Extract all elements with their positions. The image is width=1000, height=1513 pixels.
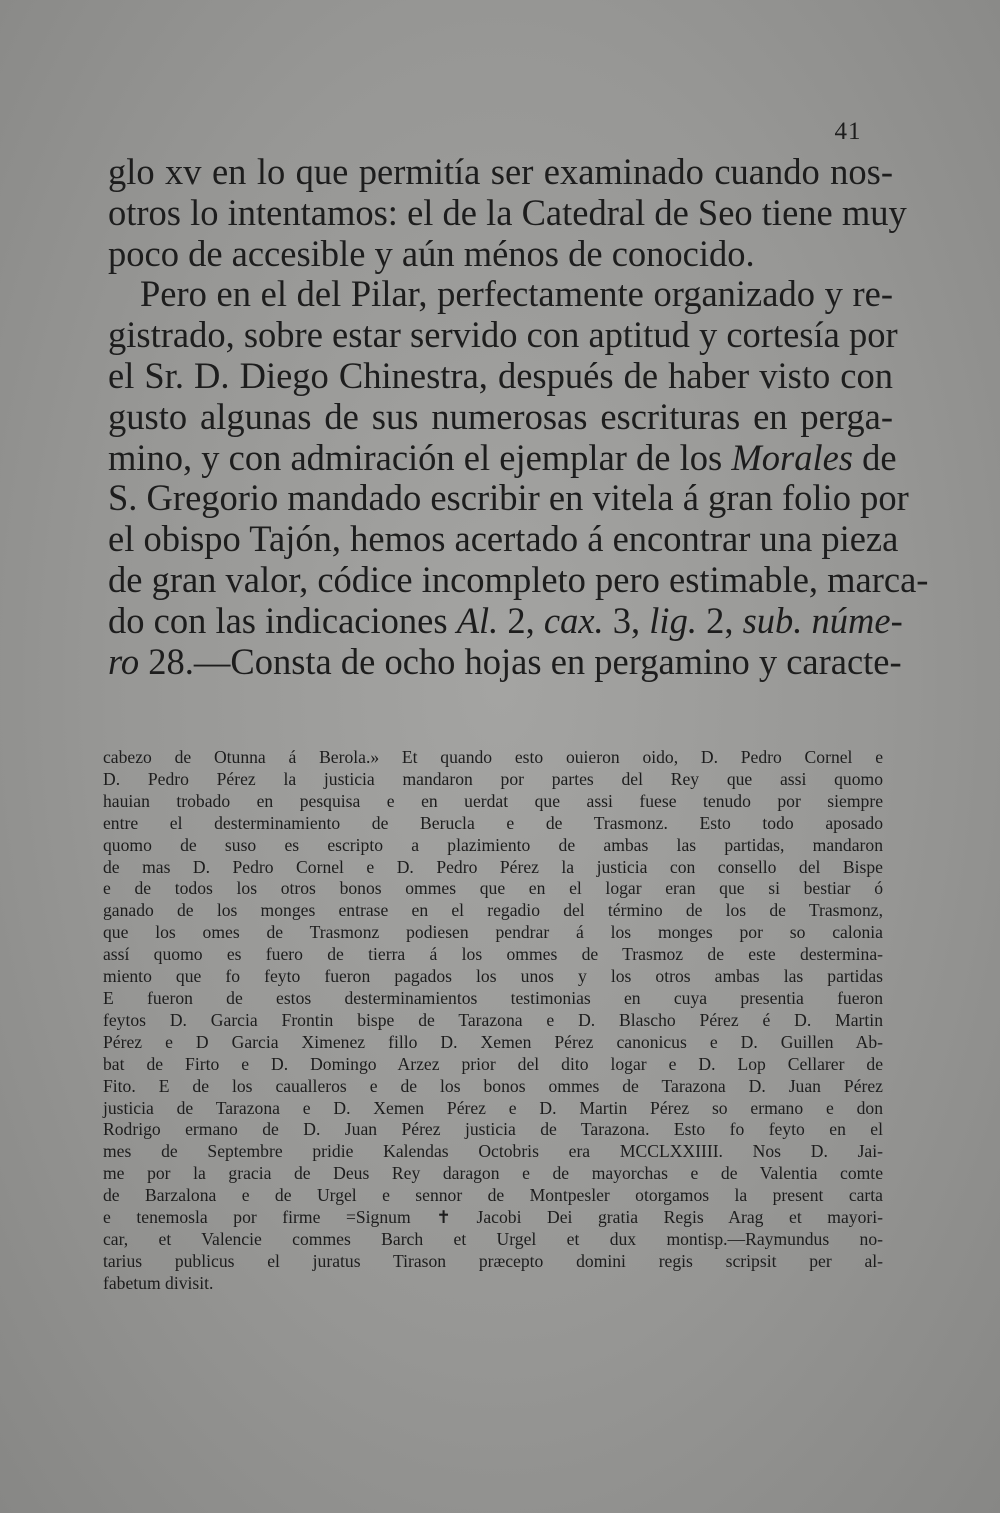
footnote-line: hauian trobado en pesquisa e en uerdat que assi fuese tenudo por siempre (103, 790, 883, 811)
italic-abbrev: cax. (543, 599, 604, 641)
main-text-segment: 3, (603, 599, 650, 641)
main-text-line: S. Gregorio mandado escribir en vitela á gran folio por (108, 477, 909, 519)
footnote-line: de mas D. Pedro Cornel e D. Pedro Pérez la justicia con consello del Bispe (103, 856, 883, 877)
main-text-line: gistrado, sobre estar servido con aptitud y cortesía por (108, 314, 898, 356)
page-number: 41 (834, 118, 862, 145)
main-text-segment: 2, (696, 599, 743, 641)
main-text-line: poco de accesible y aún ménos de conocido. (108, 232, 755, 274)
footnote-line: e de todos los otros bonos ommes que en el logar eran que si bestiar ó (103, 878, 883, 899)
footnote-line: justicia de Tarazona e D. Xemen Pérez e D. Martin Pérez so ermano e don (103, 1097, 883, 1118)
italic-abbrev: sub. núme- (742, 599, 903, 641)
italic-abbrev: ro (108, 640, 140, 682)
footnote-line: miento que fo feyto fueron pagados los unos y los otros ambas las partidas (103, 966, 883, 987)
footnote-line: fabetum divisit. (103, 1272, 214, 1293)
footnote-line: e tenemosla por firme =Signum ✝ Jacobi Dei gratia Regis Arag et mayori- (103, 1207, 883, 1228)
main-text-line: Pero en el del Pilar, perfectamente organizado y re- (140, 273, 893, 315)
main-text-segment: do con las indicaciones (108, 599, 457, 641)
footnote-line: D. Pedro Pérez la justicia mandaron por partes del Rey que assi quomo (103, 768, 883, 789)
main-text-segment: mino, y con admiración el ejemplar de los (108, 436, 732, 478)
footnote-line: cabezo de Otunna á Berola.» Et quando esto ouieron oido, D. Pedro Cornel e (103, 747, 883, 767)
main-text-line: el obispo Tajón, hemos acertado á encontrar una pieza (108, 518, 899, 560)
italic-abbrev: lig. (649, 599, 697, 641)
main-text-line: gusto algunas de sus numerosas escrituras en perga- (108, 395, 893, 437)
footnote-line: quomo de suso es escripto a plazimiento de ambas las partidas, mandaron (103, 834, 883, 855)
main-text-line (108, 599, 903, 642)
footnote-line: que los omes de Trasmonz podiesen pendrar á los monges por so calonia (103, 922, 883, 943)
footnote-line: entre el desterminamiento de Berucla e de Trasmonz. Esto todo aposado (103, 812, 883, 833)
footnote-line: me por la gracia de Deus Rey daragon e de mayorchas e de Valentia comte (103, 1163, 883, 1184)
main-text-block (108, 151, 929, 682)
footnote-line: Pérez e D Garcia Ximenez fillo D. Xemen Pérez canonicus e D. Guillen Ab- (103, 1031, 883, 1052)
italic-abbrev: Al. (456, 599, 499, 641)
main-text-line (108, 436, 897, 479)
main-text-line: de gran valor, códice incompleto pero estimable, marca- (108, 558, 929, 600)
footnote-line: bat de Firto e D. Domingo Arzez prior del dito logar e D. Lop Cellarer de (103, 1053, 883, 1074)
italic-title: Morales (731, 436, 854, 478)
footnote-line: feytos D. Garcia Frontin bispe de Tarazona e D. Blascho Pérez é D. Martin (103, 1009, 883, 1030)
main-text-line (108, 640, 902, 683)
main-text-line: otros lo intentamos: el de la Catedral de Seo tiene muy (108, 191, 907, 233)
footnote-line: ganado de los monges entrase en el regadio del término de los de Trasmonz, (103, 900, 883, 921)
footnote-line: E fueron de estos desterminamientos testimonias en cuya presentia fueron (103, 987, 883, 1008)
footnote-line: tarius publicus el juratus Tirason præcepto domini regis scripsit per al- (103, 1250, 883, 1271)
footnote-line: mes de Septembre pridie Kalendas Octobris era MCCLXXIIII. Nos D. Jai- (103, 1141, 883, 1162)
main-text-segment: de (853, 436, 897, 478)
footnote-line: assí quomo es fuero de tierra á los ommes de Trasmoz de este destermina- (103, 944, 883, 965)
footnote-line: car, et Valencie commes Barch et Urgel et dux montisp.—Raymundus no- (103, 1228, 883, 1249)
main-text-line: el Sr. D. Diego Chinestra, después de haber visto con (108, 354, 893, 396)
main-text-segment: 2, (498, 599, 544, 641)
footnote-line: Fito. E de los caualleros e de los bonos ommes de Tarazona D. Juan Pérez (103, 1075, 883, 1096)
main-text-segment: 28.—Consta de ocho hojas en pergamino y caracte- (139, 640, 902, 682)
footnote-line: Rodrigo ermano de D. Juan Pérez justicia de Tarazona. Esto fo feyto en el (103, 1119, 883, 1140)
footnote-block (103, 747, 883, 1295)
main-text-line: glo xv en lo que permitía ser examinado cuando nos- (108, 151, 893, 192)
footnote-line: de Barzalona e de Urgel e sennor de Montpesler otorgamos la present carta (103, 1185, 883, 1206)
